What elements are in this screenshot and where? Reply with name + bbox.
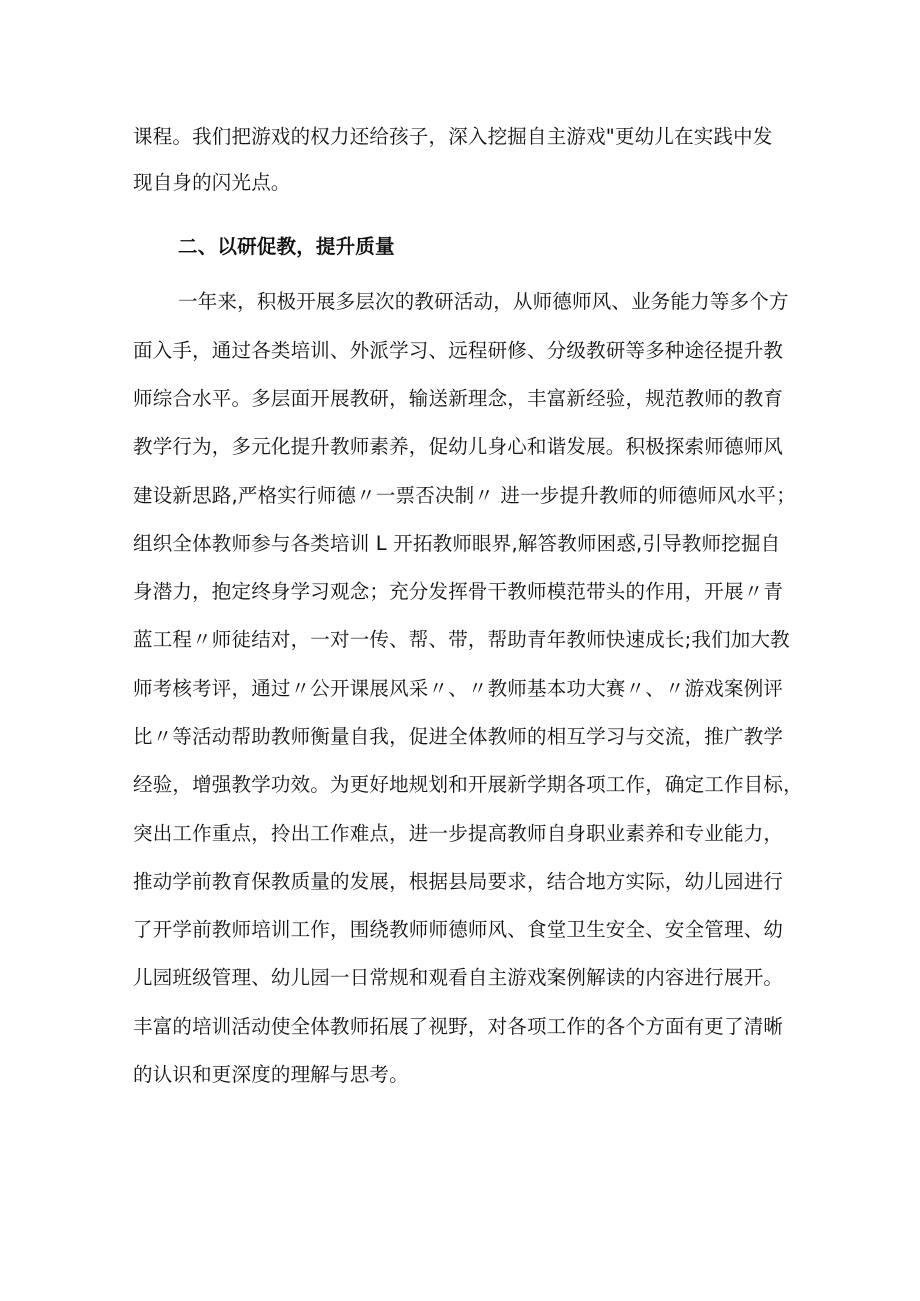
paragraph-2-line-9: 师考核考评，通过〃公开课展风采〃、〃教师基本功大赛〃、〃游戏案例评 [133,677,784,700]
paragraph-2-line-8: 蓝工程〃师徒结对，一对一传、帮、带，帮助青年教师快速成长;我们加大教 [133,628,790,651]
paragraph-2-line-3: 师综合水平。多层面开展教研，输送新理念，丰富新经验，规范教师的教育 [133,387,784,410]
paragraph-2-line-11: 经验，增强教学功效。为更好地规划和开展新学期各项工作，确定工作目标， [133,773,803,796]
paragraph-2-line-16: 丰富的培训活动使全体教师拓展了视野，对各项工作的各个方面有更了清晰 [133,1015,784,1038]
paragraph-2-line-2: 面入手，通过各类培训、外派学习、远程研修、分级教研等多种途径提升教 [133,339,784,362]
section-heading: 二、以研促教，提升质量 [178,235,395,258]
paragraph-1-line-1: 课程。我们把游戏的权力还给孩子，深入挖掘自主游戏"更幼儿在实践中发 [133,125,773,148]
paragraph-2-line-1: 一年来，积极开展多层次的教研活动，从师德师风、业务能力等多个方 [178,290,789,313]
paragraph-2-line-10: 比〃等活动帮助教师衡量自我，促进全体教师的相互学习与交流，推广教学 [133,725,784,748]
paragraph-2-line-14: 了开学前教师培训工作，围绕教师师德师风、食堂卫生安全、安全管理、幼 [133,918,784,941]
paragraph-2-line-4: 教学行为，多元化提升教师素养，促幼儿身心和谐发展。积极探索师德师风 [133,435,784,458]
paragraph-2-line-17: 的认识和更深度的理解与思考。 [133,1063,409,1086]
paragraph-1-line-2: 现自身的闪光点。 [133,171,291,194]
paragraph-2-line-13: 推动学前教育保教质量的发展，根据县局要求，结合地方实际，幼儿园进行 [133,870,784,893]
paragraph-2-line-15: 儿园班级管理、幼儿园一日常规和观看自主游戏案例解读的内容进行展开。 [133,966,784,989]
paragraph-2-line-5: 建设新思路,严格实行师德〃一票否决制〃 进一步提升教师的师德师风水平； [133,484,796,507]
paragraph-2-line-12: 突出工作重点，拎出工作难点，进一步提高教师自身职业素养和专业能力， [133,822,784,845]
paragraph-2-line-7: 身潜力，抱定终身学习观念；充分发挥骨干教师模范带头的作用，开展〃青 [133,580,784,603]
paragraph-2-line-6: 组织全体教师参与各类培训 L 开拓教师眼界,解答教师困惑,引导教师挖掘自 [133,532,781,555]
